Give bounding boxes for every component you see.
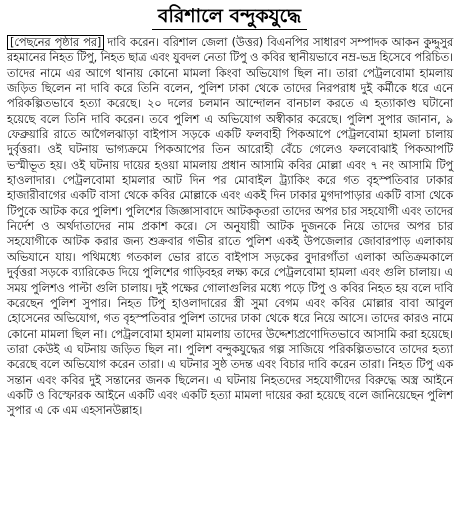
- continued-from-label: [পেছনের পৃষ্ঠার পর]: [7, 35, 104, 50]
- article-body: [7, 35, 453, 419]
- newspaper-clipping: [4, 2, 455, 523]
- article-body-text: দাবি করেন। বরিশাল জেলা (উত্তর) বিএনপির সাধারণ সম্পাদক আকন কুদ্দুসুর রহমানের নিহত টিপু, নিহত ছাত্র এবং যুবদল নেতা টিপু ও কবির স্থানীয়ভাবে নম্র-ভদ্র হিসেবে পরিচিত। তাদের নামে এর আগে থানায় কোনো মামলা কিংবা অভিযোগ ছিল না। তারা পেট্রলবোমা হামলায় জড়িত ছিলেন না দাবি করে তিনি বলেন, পুলিশ ঢাকা থেকে তাদের নিরপরাধ দুই কর্মীকে ধরে এনে পরিকল্পিতভাবে হত্যা করেছে। ২০ দলের চলমান আন্দোলন বানচাল করতে এ হত্যাকাণ্ড ঘটানো হয়েছে বলে তিনি দাবি করেন। তবে পুলিশ এ অভিযোগ অস্বীকার করেছে। পুলিশ সুপার জানান, ৯ ফেব্রুয়ারি রাতে আগৈলঝাড়া বাইপাস সড়কে একটি ফলবাহী পিকআপে পেট্রলবোমা হামলা চালায় দুর্বৃত্তরা। ওই ঘটনায় ভাগ্যক্রমে পিকআপের তিন আরোহী বেঁচে গেলেও ফলবোঝাই পিকআপটি ভস্মীভূত হয়। ওই ঘটনায় দায়ের হওয়া মামলায় প্রধান আসামি কবির মোল্লা এবং ৭ নং আসামি টিপু হাওলাদার। পেট্রলবোমা হামলার আট দিন পর মোবাইল ট্র্যাকিং করে গত বৃহস্পতিবার ঢাকার হাজারীবাগের একটি বাসা থেকে কবির মোল্লাকে এবং একই দিন ঢাকার মুগদাপাড়ার একটি বাসা থেকে টিপুকে আটক করে পুলিশ। পুলিশের জিজ্ঞাসাবাদে আটককৃতরা তাদের অপর চার সহযোগী এবং তাদের নির্দেশ ও অর্থদাতাদের নাম প্রকাশ করে। সে অনুযায়ী আটক দুজনকে নিয়ে তাদের অপর চার সহযোগীকে আটক করার জন্য শুক্রবার গভীর রাতে পুলিশ একই উপজেলার জোবারপাড় এলাকায় অভিযানে যায়। পথিমধ্যে গতকাল ভোর রাতে বাইপাস সড়কের বুদারগাঁতা এলাকা অতিক্রমকালে দুর্বৃত্তরা সড়কে ব্যারিকেড দিয়ে পুলিশের গাড়িবহর লক্ষ্য করে পেট্রলবোমা হামলা এবং গুলি চালায়। এ সময় পুলিশও পাল্টা গুলি চালায়। দুই পক্ষের গোলাগুলির মধ্যে পড়ে টিপু ও কবির নিহত হয় বলে দাবি করেছেন পুলিশ সুপার। নিহত টিপু হাওলাদারের স্ত্রী সুমা বেগম এবং কবির মোল্লার বাবা আবুল হোসেনের অভিযোগ, গত বৃহস্পতিবার পুলিশ তাদের ঢাকা থেকে ধরে নিয়ে আসে। তাদের কারও নামে কোনো মামলা ছিল না। পেট্রলবোমা হামলা মামলায় তাদের উদ্দেশ্যপ্রণোদিতভাবে আসামি করা হয়েছে। তারা কেউই এ ঘটনায় জড়িত ছিল না। পুলিশ বন্দুকযুদ্ধের গল্প সাজিয়ে পরিকল্পিতভাবে তাদের হত্যা করেছে বলে অভিযোগ করেন তারা। এ ঘটনার সুষ্ঠ তদন্ত এবং বিচার দাবি করেন তারা। নিহত টিপু এক সন্তান এবং কবির দুই সন্তানের জনক ছিলেন। এ ঘটনায় নিহতদের সহযোগীদের বিরুদ্ধে অস্ত্র আইনে একটি ও বিস্ফোরক আইনে একটি এবং একটি হত্যা মামলা দায়ের করা হয়েছে বলে জানিয়েছেন পুলিশ সুপার এ কে এম এহসানউল্লাহ।: [7, 36, 453, 418]
- headline-container: [4, 4, 455, 30]
- article-headline: বরিশালে বন্দুকযুদ্ধে: [152, 4, 307, 30]
